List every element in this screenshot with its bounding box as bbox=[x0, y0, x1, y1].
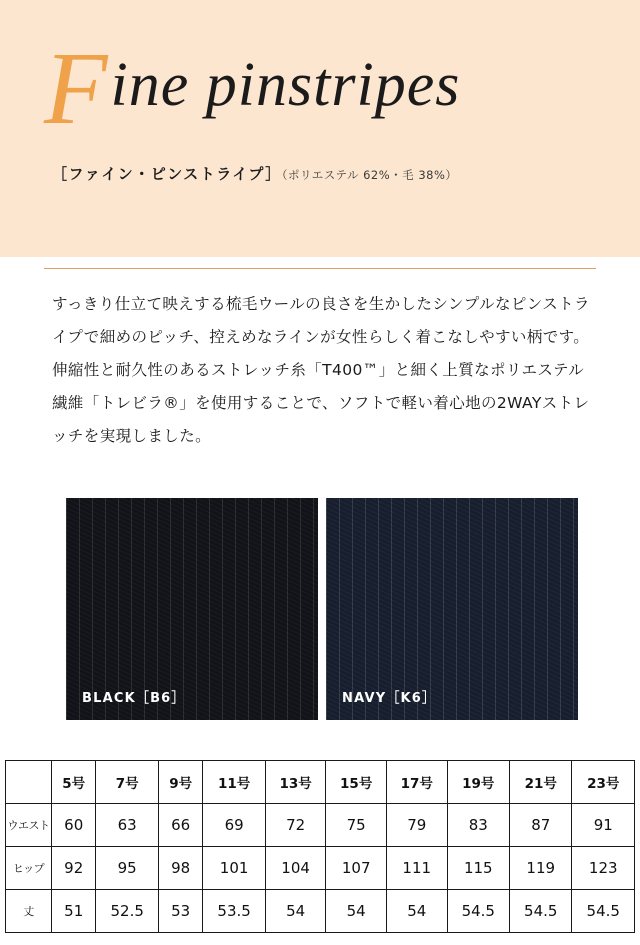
table-cell: 54.5 bbox=[447, 890, 509, 933]
material-composition-note: （ポリエステル 62%・毛 38%） bbox=[276, 168, 458, 182]
column-header: 19号 bbox=[447, 761, 509, 804]
table-cell: 52.5 bbox=[96, 890, 158, 933]
row-header: ヒップ bbox=[6, 847, 52, 890]
table-cell: 53 bbox=[158, 890, 202, 933]
table-cell: 54.5 bbox=[510, 890, 572, 933]
subtitle-japanese: ［ファイン・ピンストライプ］ bbox=[52, 165, 282, 183]
swatch-label-navy: NAVY［K6］ bbox=[342, 691, 437, 706]
table-cell: 111 bbox=[386, 847, 447, 890]
column-header: 11号 bbox=[203, 761, 265, 804]
column-header: 23号 bbox=[572, 761, 635, 804]
column-header: 15号 bbox=[326, 761, 387, 804]
title-text: ine pinstripes bbox=[110, 51, 461, 119]
table-cell: 98 bbox=[158, 847, 202, 890]
table-row bbox=[6, 847, 635, 890]
table-cell: 54.5 bbox=[572, 890, 635, 933]
table-row bbox=[6, 890, 635, 933]
table-row bbox=[6, 804, 635, 847]
color-swatch-black[interactable] bbox=[66, 498, 318, 720]
row-header: 丈 bbox=[6, 890, 52, 933]
header-banner bbox=[0, 0, 640, 257]
column-header: 7号 bbox=[96, 761, 158, 804]
table-cell: 54 bbox=[326, 890, 387, 933]
table-cell: 75 bbox=[326, 804, 387, 847]
column-header: 13号 bbox=[265, 761, 326, 804]
table-cell: 53.5 bbox=[203, 890, 265, 933]
table-cell: 115 bbox=[447, 847, 509, 890]
table-cell: 60 bbox=[52, 804, 96, 847]
table-cell: 107 bbox=[326, 847, 387, 890]
table-cell: 101 bbox=[203, 847, 265, 890]
title-drop-cap: F bbox=[44, 31, 109, 146]
table-cell: 54 bbox=[265, 890, 326, 933]
size-chart-table bbox=[5, 760, 635, 933]
product-description: すっきり仕立て映えする梳毛ウールの良さを生かしたシンプルなピンストライプで細めのピッチ、控えめなラインが女性らしく着こなしやすい柄です。伸縮性と耐久性のあるストレッチ糸「T400™」と細く上質なポリエステル繊維「トレビラ®」を使用することで、ソフトで軽い着心地の2WAYストレッチを実現しました。 bbox=[52, 295, 590, 445]
table-cell: 66 bbox=[158, 804, 202, 847]
table-cell: 91 bbox=[572, 804, 635, 847]
table-cell: 63 bbox=[96, 804, 158, 847]
table-cell: 51 bbox=[52, 890, 96, 933]
table-cell: 123 bbox=[572, 847, 635, 890]
table-cell: 119 bbox=[510, 847, 572, 890]
table-cell: 104 bbox=[265, 847, 326, 890]
section-divider bbox=[44, 268, 596, 269]
table-cell: 92 bbox=[52, 847, 96, 890]
column-header: 9号 bbox=[158, 761, 202, 804]
color-swatch-navy[interactable] bbox=[326, 498, 578, 720]
column-header: 21号 bbox=[510, 761, 572, 804]
table-cell: 54 bbox=[386, 890, 447, 933]
table-header-row bbox=[6, 761, 635, 804]
page-title bbox=[44, 31, 584, 150]
table-cell: 79 bbox=[386, 804, 447, 847]
table-cell: 83 bbox=[447, 804, 509, 847]
column-header: 5号 bbox=[52, 761, 96, 804]
table-cell: 69 bbox=[203, 804, 265, 847]
table-corner-cell bbox=[6, 761, 52, 804]
table-cell: 87 bbox=[510, 804, 572, 847]
row-header: ウエスト bbox=[6, 804, 52, 847]
table-cell: 95 bbox=[96, 847, 158, 890]
table-cell: 72 bbox=[265, 804, 326, 847]
swatch-label-black: BLACK［B6］ bbox=[82, 691, 186, 706]
column-header: 17号 bbox=[386, 761, 447, 804]
